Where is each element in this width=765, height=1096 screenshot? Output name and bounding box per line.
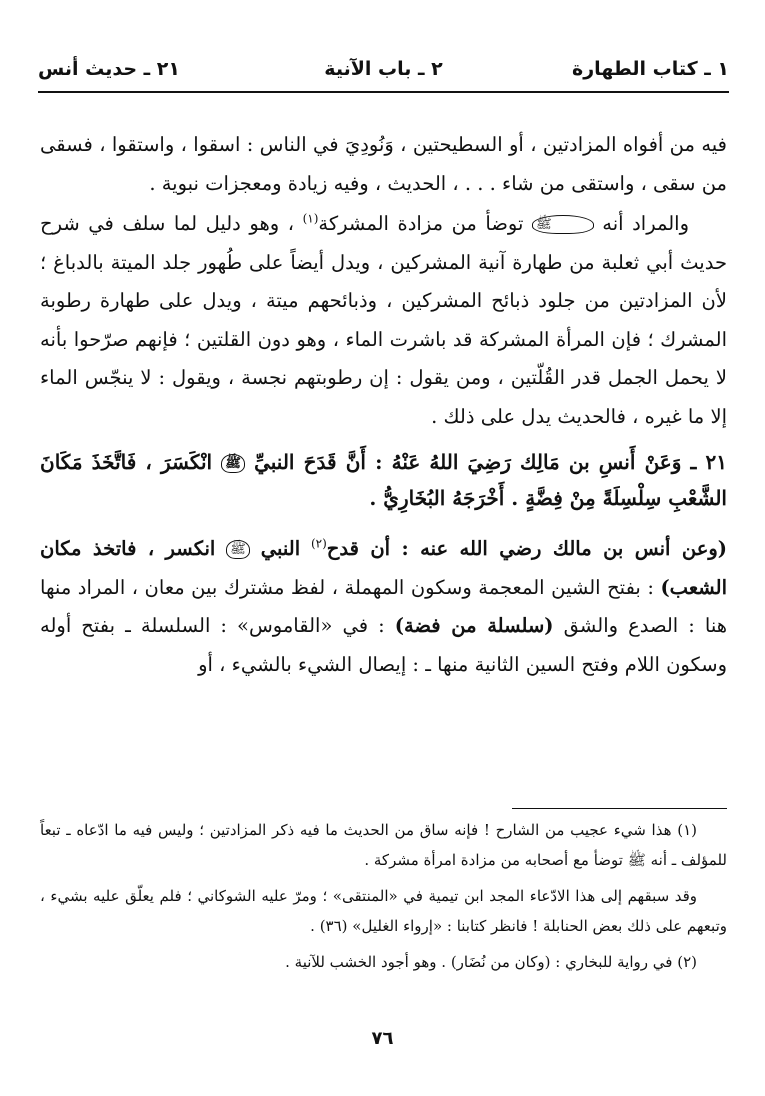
- footnote-ref-1[interactable]: (١): [302, 211, 319, 226]
- commentary-text: : بفتح الشين المعجمة وسكون المهملة ، لفظ مشترك بين معان ، المراد منها هنا : الصدع والشق: [40, 575, 728, 637]
- salawat-icon: ﷺ: [532, 215, 594, 234]
- footnote-1-continuation: وقد سبقهم إلى هذا الادّعاء المجد ابن تيمية في «المنتقى» ؛ ومرّ عليه الشوكاني ؛ فلم يعلّق عليه بشيء ، وتبعهم على ذلك بعض الحنابلة ! فانظر كتابنا : «إرواء الغليل» (٣٦) .: [40, 887, 727, 935]
- footnote-1: (١) هذا شيء عجيب من الشارح ! فإنه ساق من الحديث ما فيه ذكر المزادتين ؛ وليس فيه ما ادّعاه ـ تبعاً للمؤلف ـ أنه ﷺ توضأ مع أصحابه من مزادة امرأة مشركة .: [40, 821, 727, 869]
- salawat-icon: ﷺ: [226, 540, 250, 559]
- salawat-icon: ﷺ: [221, 454, 245, 473]
- footnote-ref-2[interactable]: (٢): [310, 536, 327, 551]
- footnotes: [40, 815, 727, 977]
- paragraph-continuation: فيه من أفواه المزادتين ، أو السطيحتين ، وَنُودِيَ في الناس : اسقوا ، واستقوا ، فسقى من سقى ، واستقى من شاء . . . ، الحديث ، وفيه زيادة ومعجزات نبوية .: [40, 133, 727, 195]
- commentary-quote: النبي: [260, 537, 301, 560]
- footnote-2: (٢) في رواية للبخاري : (وكان من نُضَار) . وهو أجود الخشب للآنية .: [285, 953, 697, 971]
- main-text: [40, 126, 727, 684]
- header-hadith-title: ٢١ ـ حديث أنس: [38, 58, 180, 80]
- paragraph-explanation: [40, 205, 727, 436]
- paragraph-explanation-part: ، وهو دليل لما سلف في شرح حديث أبي ثعلبة من طهارة آنية المشركين ، ويدل أيضاً على طُهور جلد الميتة بالدباغ ؛ لأن المزادتين من جلود ذبائح المشركين ، وذبائحهم ميتة ، ويدل على طهارة رطوبة المشرك ؛ فإن المرأة المشركة قد باشرت الماء ، وهو دون القلتين ؛ فإنهم صرّحوا بأنه لا يحمل الجمل قدر القُلّتين ، ومن يقول : إن رطوبتهم نجسة ، ويقول : لا ينجّس الماء إلا ما غيره ، فالحديث يدل على ذلك .: [40, 212, 727, 428]
- page-number: ٧٦: [371, 1028, 394, 1049]
- footnote-divider: [512, 808, 727, 809]
- paragraph-explanation-part: والمراد أنه: [602, 212, 690, 235]
- hadith-21: [40, 444, 727, 516]
- header-divider: [38, 91, 729, 93]
- commentary-quote: انكسر ، فاتخذ مكان الشعب): [40, 537, 727, 599]
- commentary-quote: (سلسلة من فضة): [394, 614, 554, 637]
- hadith-text: ٢١ ـ وَعَنْ أَنسِ بن مَالِك رَضِيَ اللهُ عَنْهُ : أَنَّ قَدَحَ النبيِّ: [254, 450, 727, 474]
- header-book-title: ١ ـ كتاب الطهارة: [572, 58, 729, 80]
- hadith-text: انْكَسَرَ ، فَاتَّخَذَ مَكَانَ الشَّعْبِ سِلْسِلَةً مِنْ فِضَّةٍ . أَخْرَجَهُ البُخَارِيُّ .: [40, 450, 727, 510]
- paragraph-explanation-part: توضأ من مزادة المشركة: [318, 212, 524, 235]
- running-header: [38, 52, 729, 92]
- paragraph-commentary: [40, 530, 727, 684]
- commentary-text: : في «القاموس» : السلسلة ـ بفتح أوله وسكون اللام وفتح السين الثانية منها ـ : إيصال الشيء بالشيء ، أو: [40, 614, 727, 676]
- commentary-quote: (وعن أنس بن مالك رضي الله عنه : أن قدح: [326, 537, 728, 560]
- header-chapter-title: ٢ ـ باب الآنية: [324, 58, 443, 80]
